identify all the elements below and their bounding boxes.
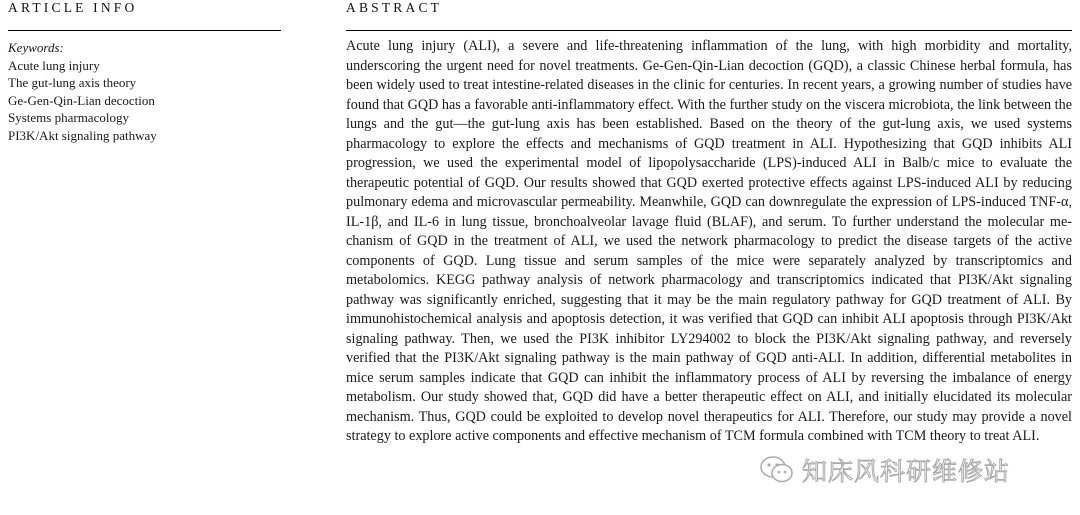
keywords-label: Keywords:: [8, 40, 64, 55]
article-info-heading: ARTICLE INFO: [8, 0, 281, 31]
keyword-item: The gut-lung axis theory: [8, 75, 137, 90]
abstract-text: Acute lung injury (ALI), a severe and life-threatening inflammation of the lung, with high morbidity and mortality, underscoring the urgent need for novel treatments. Ge-Gen-Qin-Lian decoction (GQD), a classic Chinese herbal formula, has been widely used to treat intestine-related diseases in the clinic for centuries. In recent years, a growing number of studies have found that GQD has a favorable anti-inflammatory effect. With the further study on the viscera microbiota, the link between the lungs and the gut—the gut-lung axis has been established. Based on the theory of the gut-lung axis, we used systems pharmacology to explore the effects and mechanisms of GQD treatment in ALI. Hypothesizing that GQD inhibits ALI progression, we used the experimental model of lipopolysaccharide (LPS)-induced ALI in Balb/c mice to evaluate the therapeutic potential of GQD. Our results showed that GQD exerted protective effects against LPS-induced ALI by reducing pulmonary edema and microvascular permeability. Meanwhile, GQD can downregulate the expression of LPS-induced TNF-α, IL-1β, and IL-6 in lung tissue, bronchoalveolar lavage fluid (BLAF), and serum. To further understand the molecular mechanism of GQD in the treatment of ALI, we used the network pharmacology to predict the disease targets of the active components of GQD. Lung tissue and serum samples of the mice were separately analyzed by transcriptomics and metabolomics. KEGG pathway analysis of network pharmacology and transcriptomics indicated that PI3K/Akt signaling pathway was significantly enriched, suggesting that it may be the main regulatory pathway for GQD treatment of ALI. By immunohistochemical analysis and apoptosis detection, it was verified that GQD can inhibit ALI apoptosis through PI3K/Akt signaling pathway. Then, we used the PI3K inhibitor LY294002 to block the PI3K/Akt signaling pathway, and reversely verified that the PI3K/Akt signaling pathway is the main pathway of GQD anti-ALI. In addition, differential metabolites in mice serum samples indicate that GQD can inhibit the inflammatory process of ALI by reversing the imbalance of energy metabolism. Our study showed that, GQD did have a better therapeutic effect on ALI, and initially elucidated its molecular mechanism. Thus, GQD could be exploited to develop novel therapeutics for ALI. Therefore, our study may provide a novel strategy to explore active components and effective mechanism of TCM formula combined with TCM theory to treat ALI.: [346, 38, 1072, 444]
abstract-section: [346, 0, 1072, 461]
watermark-text: 知床风科研维修站: [802, 457, 1011, 486]
keyword-item: Systems pharmacology: [8, 110, 129, 125]
article-info-section: [8, 0, 281, 144]
keywords-list: [8, 57, 281, 145]
keyword-item: Ge-Gen-Qin-Lian decoction: [8, 92, 155, 108]
keyword-item: PI3K/Akt signaling pathway: [8, 127, 157, 143]
keyword-item: Acute lung injury: [8, 57, 100, 73]
abstract-heading: ABSTRACT: [346, 0, 1072, 31]
